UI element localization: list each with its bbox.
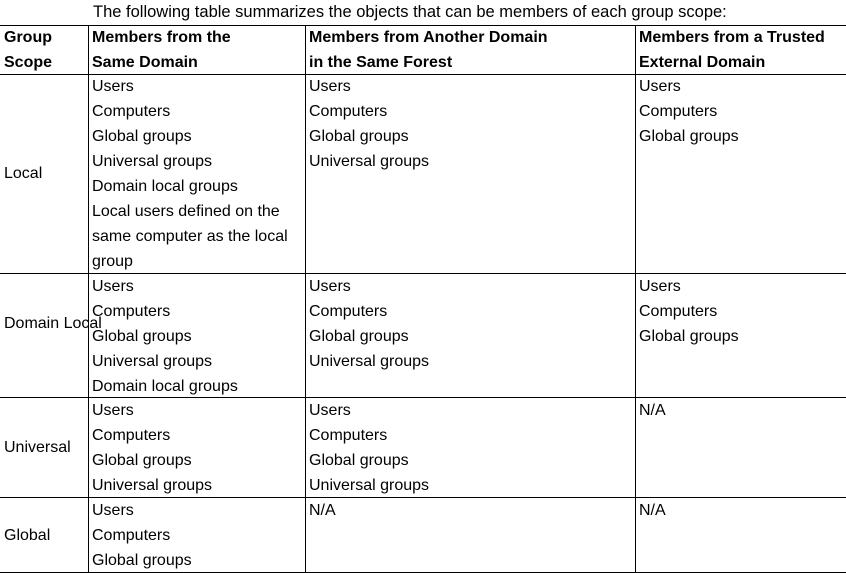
header-same-domain: Members from the Same Domain <box>92 29 231 71</box>
universal-trusted-external: N/A <box>639 402 666 419</box>
scope-universal: Universal <box>4 439 71 456</box>
universal-another-domain: Users Computers Global groups Universal groups <box>309 402 430 494</box>
header-trusted-external: Members from a Trusted External Domain <box>639 29 825 71</box>
domain-local-another-domain: Users Computers Global groups Universal groups <box>309 278 430 370</box>
universal-same-domain: Users Computers Global groups Universal groups <box>92 402 213 494</box>
column-divider-3 <box>635 25 636 573</box>
domain-local-same-domain: Users Computers Global groups Universal groups Domain local groups <box>92 278 238 395</box>
table-caption: The following table summarizes the objects that can be members of each group scope: <box>93 3 727 21</box>
domain-local-trusted-external: Users Computers Global groups <box>639 278 739 345</box>
local-trusted-external: Users Computers Global groups <box>639 78 739 145</box>
scope-domain-local: Domain Local <box>4 315 102 332</box>
column-divider-1 <box>88 25 89 573</box>
local-another-domain: Users Computers Global groups Universal groups <box>309 78 430 170</box>
header-group-scope: Group Scope <box>4 29 53 71</box>
global-another-domain: N/A <box>309 502 336 519</box>
global-trusted-external: N/A <box>639 502 666 519</box>
header-another-domain: Members from Another Domain in the Same Forest <box>309 29 548 71</box>
group-scope-table <box>0 25 846 573</box>
global-same-domain: Users Computers Global groups <box>92 502 192 569</box>
scope-local: Local <box>4 165 43 182</box>
column-divider-2 <box>305 25 306 573</box>
local-same-domain: Users Computers Global groups Universal groups Domain local groups Local users defined on the same computer as the local group <box>92 78 288 270</box>
scope-global: Global <box>4 527 51 544</box>
